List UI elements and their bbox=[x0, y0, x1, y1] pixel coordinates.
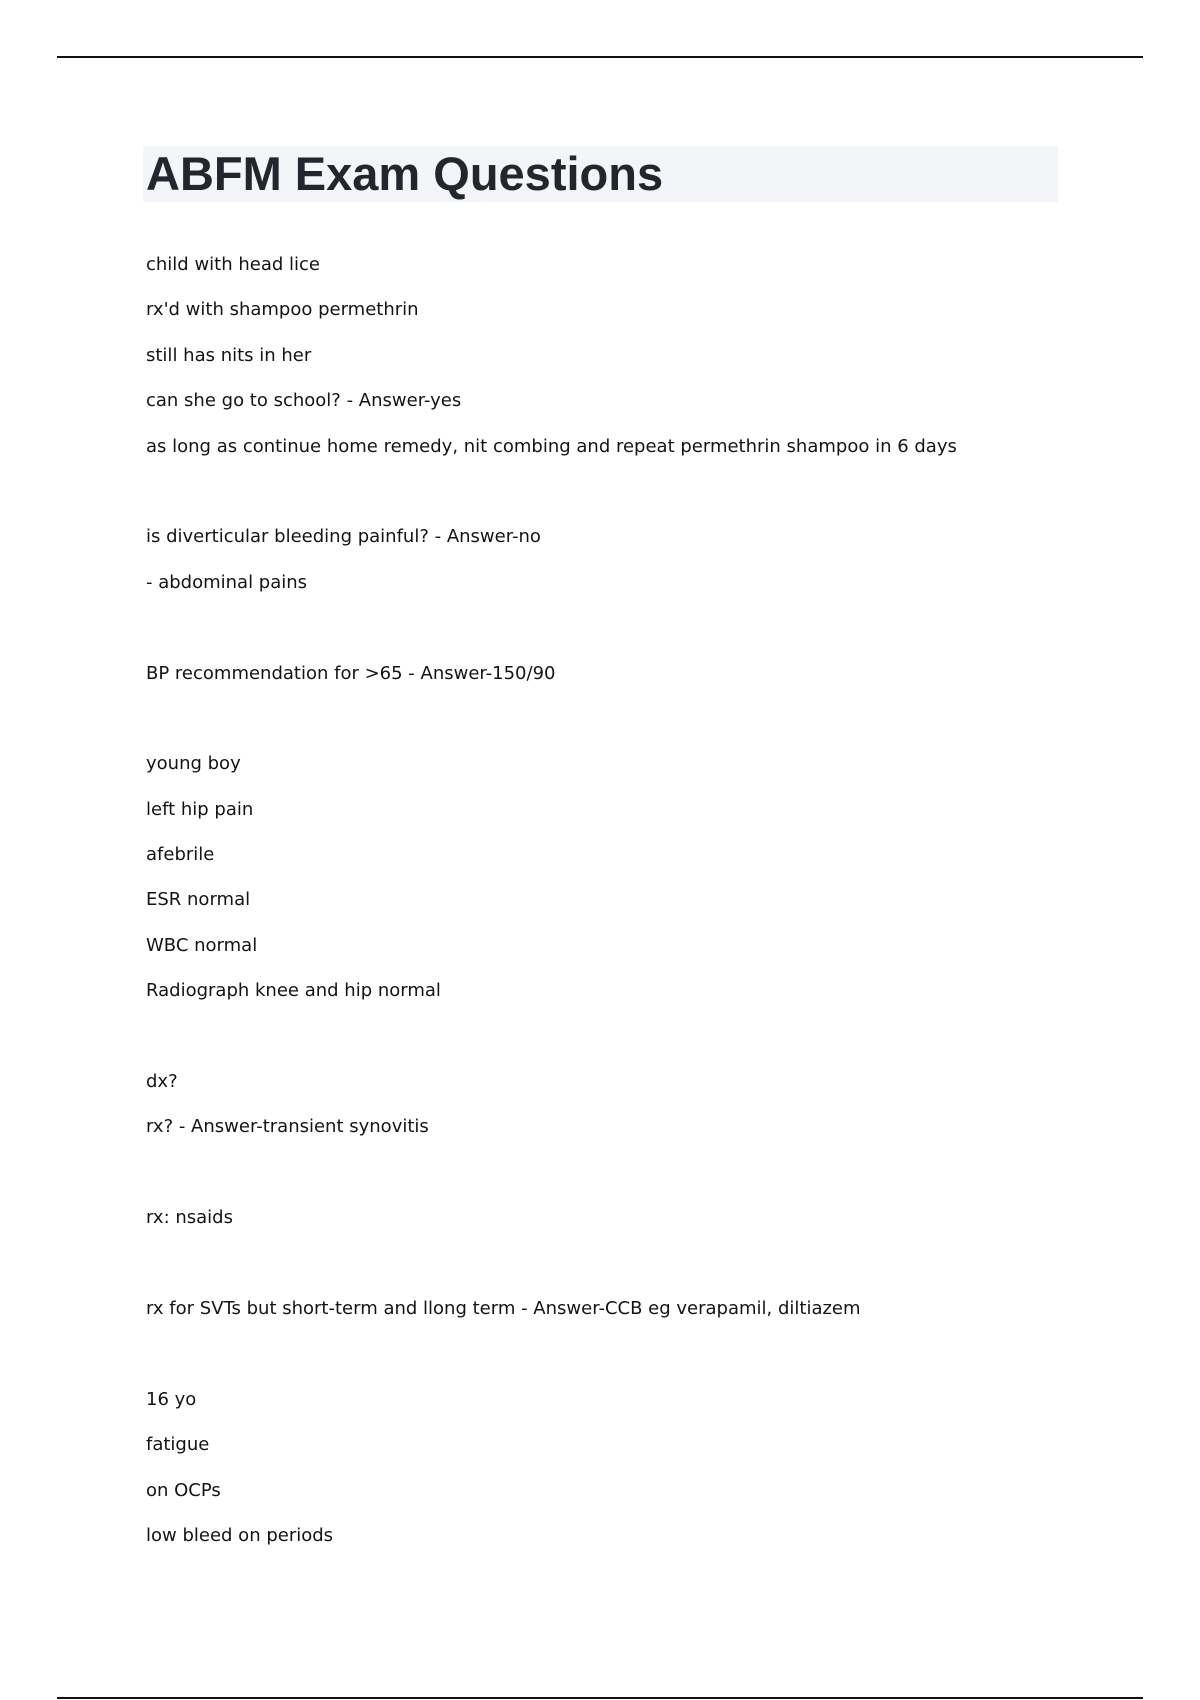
text-line: rx: nsaids bbox=[146, 1207, 233, 1229]
page-title: ABFM Exam Questions bbox=[146, 147, 664, 200]
text-line: still has nits in her bbox=[146, 344, 312, 366]
blank-line bbox=[146, 696, 1106, 741]
text-line: rx? - Answer-transient synovitis bbox=[146, 1116, 429, 1138]
text-line: fatigue bbox=[146, 1434, 210, 1456]
text-line: 16 yo bbox=[146, 1388, 197, 1410]
header-rule bbox=[57, 56, 1143, 58]
blank-line bbox=[146, 1150, 1106, 1195]
blank-line bbox=[146, 1014, 1106, 1059]
text-line: rx'd with shampoo permethrin bbox=[146, 299, 419, 321]
text-line: BP recommendation for >65 - Answer-150/90 bbox=[146, 662, 556, 684]
text-line: WBC normal bbox=[146, 934, 258, 956]
blank-line bbox=[146, 1331, 1106, 1376]
text-line: - abdominal pains bbox=[146, 571, 308, 593]
document-body bbox=[146, 242, 1106, 1558]
text-line: on OCPs bbox=[146, 1479, 221, 1501]
text-line: can she go to school? - Answer-yes bbox=[146, 390, 462, 412]
blank-line bbox=[146, 605, 1106, 650]
text-line: low bleed on periods bbox=[146, 1524, 334, 1546]
blank-line bbox=[146, 1241, 1106, 1286]
text-line: dx? bbox=[146, 1071, 178, 1093]
text-line: ESR normal bbox=[146, 889, 251, 911]
text-line: afebrile bbox=[146, 844, 215, 866]
text-line: as long as continue home remedy, nit combing and repeat permethrin shampoo in 6 days bbox=[146, 435, 957, 457]
text-line: is diverticular bleeding painful? - Answer-no bbox=[146, 526, 541, 548]
text-line: rx for SVTs but short-term and llong term - Answer-CCB eg verapamil, diltiazem bbox=[146, 1297, 861, 1319]
footer-rule bbox=[57, 1697, 1143, 1699]
text-line: child with head lice bbox=[146, 254, 320, 275]
blank-line bbox=[146, 469, 1106, 514]
text-line: young boy bbox=[146, 753, 241, 775]
text-line: Radiograph knee and hip normal bbox=[146, 980, 441, 1002]
text-line: left hip pain bbox=[146, 798, 254, 820]
